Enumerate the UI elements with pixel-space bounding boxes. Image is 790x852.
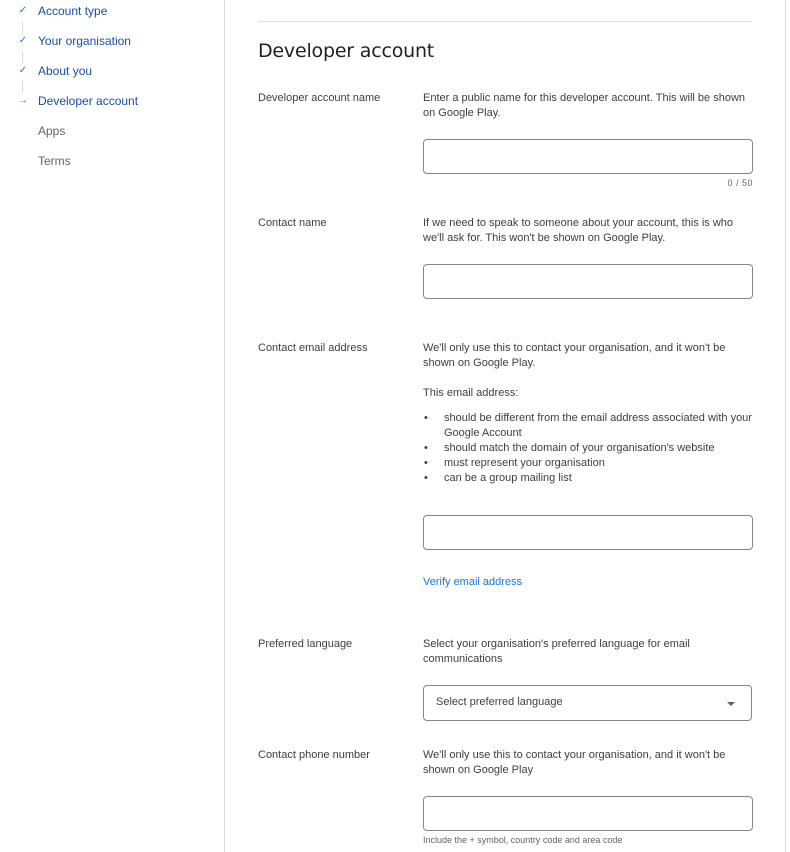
account-name-description: Enter a public name for this developer account. This will be shown on Google Play. (423, 92, 746, 119)
contact-name-input[interactable] (423, 264, 753, 299)
contact-email-label: Contact email address (258, 342, 368, 354)
step-label: Your organisation (38, 34, 131, 48)
account-name-input[interactable] (423, 139, 753, 174)
contact-phone-helper-text: Include the + symbol, country code and area code (423, 835, 623, 845)
contact-email-description: We'll only use this to contact your organisation, and it won't be shown on Google Play. (423, 342, 726, 369)
step-label: Apps (38, 124, 66, 138)
contact-email-input[interactable] (423, 515, 753, 550)
step-label: About you (38, 64, 93, 78)
list-item: • must represent your organisation (424, 457, 605, 469)
section-divider (258, 21, 752, 22)
check-icon: ✓ (18, 65, 28, 76)
verify-email-link[interactable]: Verify email address (423, 576, 523, 588)
contact-phone-input[interactable] (423, 796, 753, 831)
account-name-char-counter: 0 / 50 (727, 178, 753, 188)
preferred-language-selected-value: Select preferred language (436, 696, 563, 708)
contact-name-label: Contact name (258, 217, 327, 229)
email-requirements-list (423, 411, 753, 486)
stepper-connector (22, 21, 23, 33)
step-label: Developer account (38, 94, 139, 108)
list-item: • should match the domain of your organisation's website (424, 442, 715, 454)
step-label: Account type (38, 4, 108, 18)
check-icon: ✓ (18, 35, 28, 46)
contact-phone-label: Contact phone number (258, 749, 370, 761)
stepper-connector (22, 81, 23, 93)
list-item: • can be a group mailing list (424, 472, 572, 484)
check-icon: ✓ (18, 5, 28, 16)
preferred-language-select[interactable] (423, 685, 752, 721)
setup-stepper (0, 0, 225, 852)
preferred-language-description: Select your organisation's preferred language for email communications (423, 638, 690, 665)
step-label: Terms (38, 154, 71, 168)
list-item: • should be different from the email address associated with your Google Account (424, 412, 752, 439)
contact-email-list-intro: This email address: (423, 387, 519, 399)
contact-phone-description: We'll only use this to contact your organisation, and it won't be shown on Google Play (423, 749, 726, 776)
contact-name-description: If we need to speak to someone about your account, this is who we'll ask for. This won't be shown on Google Play. (423, 217, 734, 244)
account-name-label: Developer account name (258, 92, 381, 104)
arrow-right-icon: → (18, 95, 28, 106)
content-right-border (785, 0, 786, 852)
preferred-language-label: Preferred language (258, 638, 353, 650)
section-title: Developer account (258, 40, 435, 62)
dropdown-caret-icon (727, 702, 735, 706)
stepper-connector (22, 51, 23, 63)
